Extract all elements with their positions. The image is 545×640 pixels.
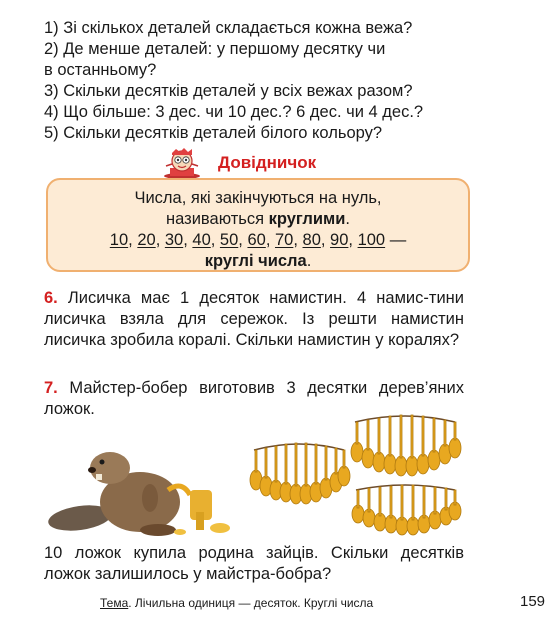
task-7-question [44,543,464,585]
round-number: 60 [247,231,266,249]
page-footer [100,593,545,610]
round-number: 20 [137,231,156,249]
round-numbers-line: 10, 20, 30, 40, 50, 60, 70, 80, 90, 100 — [109,231,407,249]
task-number: 7. [44,379,58,397]
question-1: 1) Зі скількох деталей складається кожна вежа? [44,19,413,37]
spoon-bundle-illustration [244,430,354,515]
question-3: 3) Скільки десятків деталей у всіх вежах разом? [44,82,413,100]
round-number: 50 [219,231,239,249]
beaver-illustration [40,440,240,540]
task-6 [44,288,464,351]
footer-topic: . Лічильна одиниця — десяток. Круглі числа [128,596,374,610]
question-4: 4) Що більше: 3 дес. чи 10 дес.? 6 дес. чи 4 дес.? [44,103,424,121]
task-text: Лисичка має 1 десяток намистин. 4 намис-тини лисичка взяла для сережок. Із решти намистин лисичка зробила коралі. Скільки намистин у коралях? [44,289,464,349]
mascot-icon [160,146,204,180]
round-number: 40 [192,231,211,249]
question-2: 2) Де менше деталей: у першому десятку чи [44,40,386,58]
spoon-bundle-illustration [345,402,465,492]
question-list [44,18,464,144]
guide-line-4-end: . [306,252,312,270]
question-5: 5) Скільки десятків деталей білого кольору? [44,124,383,142]
task-text: Майстер-бобер виготовив 3 десятки дерев’яних ложок. [44,379,464,418]
footer-topic-label: Тема [100,596,129,610]
guide-line-2 [48,209,468,230]
round-number: 80 [302,231,321,249]
page-number: 159 [520,593,545,610]
spoon-bundle-illustration [348,480,463,540]
guide-term-round: круглими [268,210,346,228]
round-number: 90 [330,231,349,249]
guide-line-1: Числа, які закінчуються на нуль, [134,189,382,207]
task-number: 6. [44,289,58,307]
guide-header [160,146,316,180]
round-number: 100 [357,231,386,249]
round-number: 30 [164,231,184,249]
round-number: 10 [109,231,129,249]
guide-line-4 [48,251,468,272]
numbers-dash: — [385,231,407,249]
guide-title: Довідничок [218,153,317,172]
question-2-continued: в останньому? [44,61,157,79]
guide-box [46,178,470,272]
guide-line-2-text: називаються [166,210,269,228]
round-number: 70 [274,231,294,249]
guide-line-2-end: . [345,210,350,228]
guide-term-round-numbers: круглі числа [204,252,307,270]
task-text: 10 ложок купила родина зайців. Скільки десятків ложок залишилось у майстра-бобра? [44,544,464,583]
